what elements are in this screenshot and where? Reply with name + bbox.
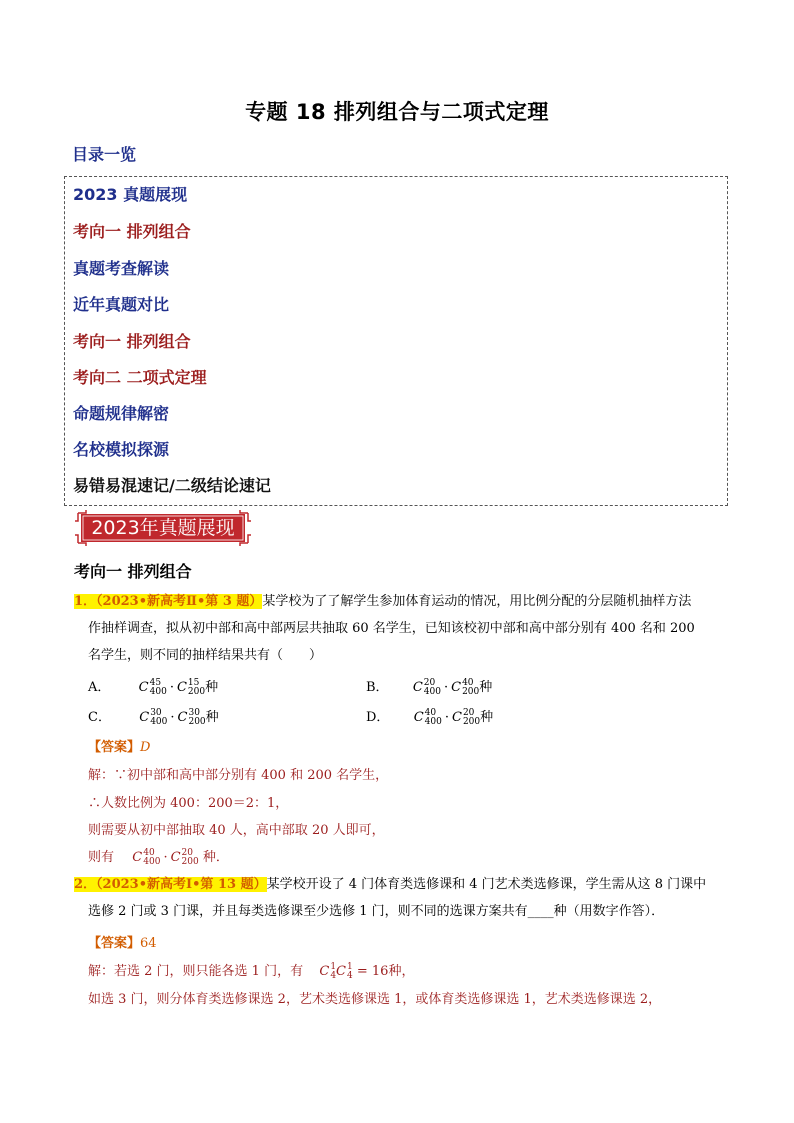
section-heading: 考向一 排列组合: [74, 562, 192, 581]
section-banner: [74, 509, 252, 547]
toc-item-permutation-2[interactable]: 考向一 排列组合: [73, 332, 191, 351]
q1-option-b[interactable]: B． C 20 400 · C 40 200 种: [366, 677, 493, 697]
q2-solution-2: 如选 3 门，则分体育类选修课选 2，艺术类选修课选 1，或体育类选修课选 1，艺术类选修课选 2，: [88, 992, 662, 1007]
banner-label: 2023年真题展现: [91, 517, 235, 539]
q2-line-2: 选修 2 门或 3 门课，并且每类选修课至少选修 1 门，则不同的选课方案共有____种（用数字作答）．: [88, 904, 665, 919]
toc-item-comparison[interactable]: 近年真题对比: [73, 295, 170, 314]
q2-answer: 【答案】64: [88, 936, 157, 951]
toc-item-rules[interactable]: 命题规律解密: [73, 404, 170, 423]
toc-box: [64, 176, 728, 506]
toc-item-errors[interactable]: 易错易混速记/二级结论速记: [73, 476, 271, 495]
option-letter: C．: [88, 710, 111, 725]
q1-solution-2: ∴人数比例为 400：200＝2：1，: [88, 796, 289, 811]
toc-item-2023[interactable]: 2023 真题展现: [73, 185, 188, 204]
toc-heading: 目录一览: [72, 145, 137, 164]
option-letter: D．: [366, 710, 390, 725]
q2-source: （2023•新高考Ⅰ•第 13 题）: [96, 877, 267, 892]
q2-number: 2．: [74, 877, 97, 892]
q1-text-1: 某学校为了了解学生参加体育运动的情况，用比例分配的分层随机抽样方法: [262, 594, 692, 609]
q1-solution-4: 则有 C 40 400 · C 20 200 种．: [88, 847, 229, 867]
q1-line-2: 作抽样调查，拟从初中部和高中部两层共抽取 60 名学生，已知该校初中部和高中部分别有 400 名和 200: [88, 621, 695, 636]
q1-option-a[interactable]: A． C 45 400 · C 15 200 种: [88, 677, 219, 697]
q1-line-1: [74, 592, 691, 612]
q1-source: （2023•新高考Ⅱ•第 3 题）: [96, 594, 263, 609]
toc-item-interpretation[interactable]: 真题考查解读: [73, 259, 170, 278]
toc-item-permutation[interactable]: 考向一 排列组合: [73, 222, 191, 241]
q1-solution-1: 解：∵初中部和高中部分别有 400 和 200 名学生，: [88, 768, 389, 783]
q1-option-d[interactable]: D． C 40 400 · C 20 200 种: [366, 707, 494, 727]
option-letter: A．: [88, 680, 111, 695]
page-title: 专题 18 排列组合与二项式定理: [245, 100, 549, 124]
q1-answer-value: D: [140, 740, 151, 755]
toc-item-mock[interactable]: 名校模拟探源: [73, 440, 170, 459]
q2-line-1: [74, 875, 706, 895]
q1-answer: 【答案】D: [88, 740, 151, 755]
q1-number: 1．: [74, 594, 97, 609]
q2-answer-value: 64: [140, 936, 157, 951]
q2-text-1: 某学校开设了 4 门体育类选修课和 4 门艺术类选修课，学生需从这 8 门课中: [266, 877, 707, 892]
q2-solution-1: 解：若选 2 门，则只能各选 1 门，有 C 1 4 C 1 4 = 16种，: [88, 961, 415, 981]
toc-item-binomial[interactable]: 考向二 二项式定理: [73, 368, 207, 387]
q1-line-3: 名学生，则不同的抽样结果共有（ ）: [88, 648, 323, 663]
q1-solution-3: 则需要从初中部抽取 40 人，高中部取 20 人即可，: [88, 823, 385, 838]
q1-option-c[interactable]: C． C 30 400 · C 30 200 种: [88, 707, 219, 727]
option-letter: B．: [366, 680, 389, 695]
